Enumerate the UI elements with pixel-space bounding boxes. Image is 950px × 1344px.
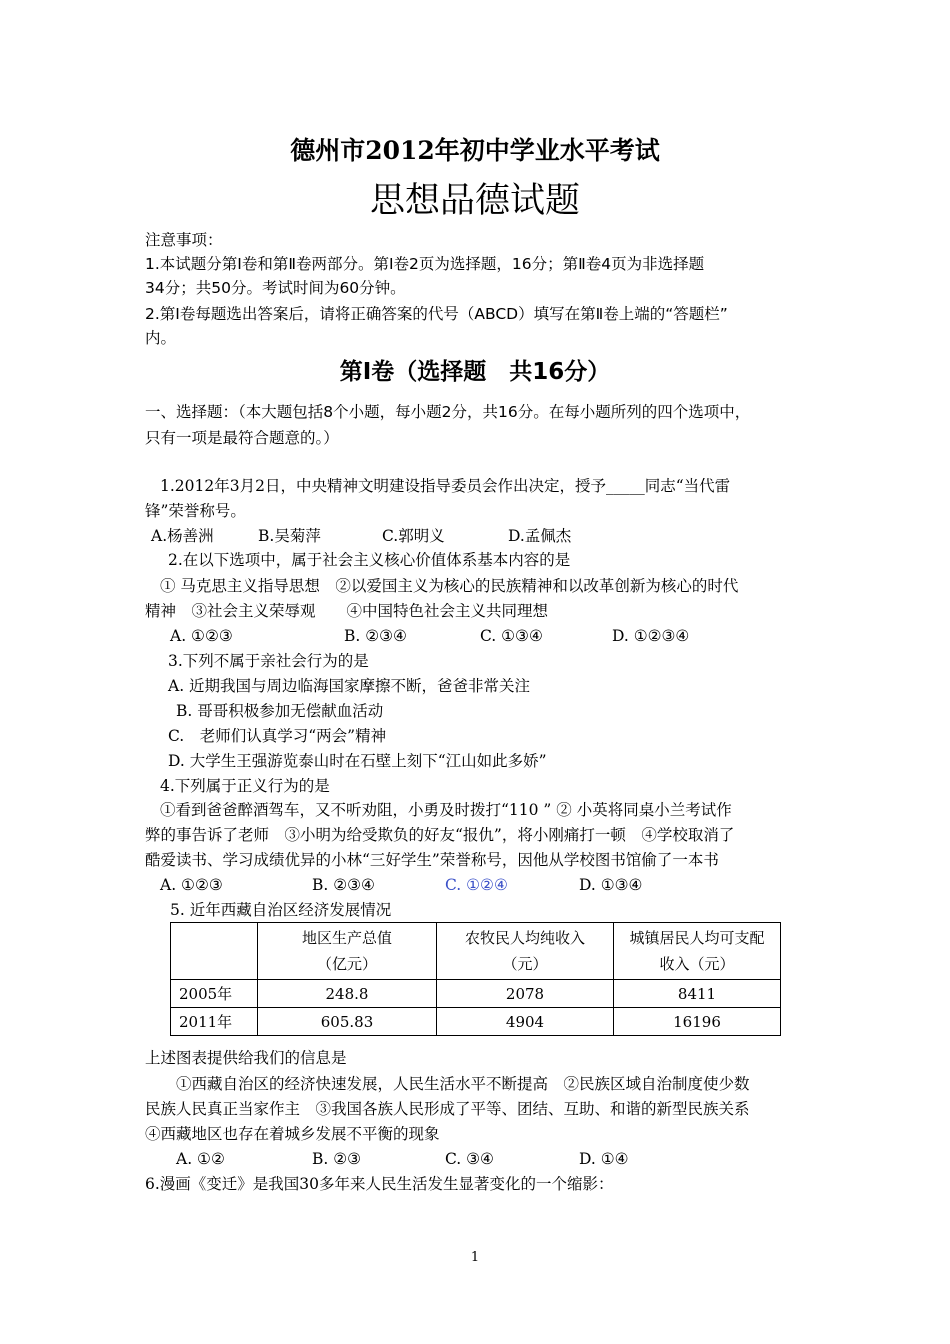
q1-option-b: B.吴菊萍: [258, 527, 321, 545]
q4-line-1: ①看到爸爸醉酒驾车，又不听劝阻，小勇及时拨打“110 ” ② 小英将同桌小兰考试作: [160, 801, 732, 819]
q3-option-d: D. 大学生王强游览泰山时在石壁上刻下“江山如此多娇”: [168, 752, 547, 770]
table-header-cell: [258, 923, 437, 980]
q5-option-c: C. ③④: [445, 1150, 494, 1168]
table-row: [171, 1008, 781, 1036]
q5-stem: 5. 近年西藏自治区经济发展情况: [170, 901, 392, 919]
q5-lead: 上述图表提供给我们的信息是: [145, 1049, 347, 1067]
notice-line-1: 1.本试题分第Ⅰ卷和第Ⅱ卷两部分。第Ⅰ卷2页为选择题，16分；第Ⅱ卷4页为非选择题: [145, 255, 705, 273]
q4-line-2: 弊的事告诉了老师 ③小明为给受欺负的好友“报仇”，将小刚痛打一顿 ④学校取消了: [145, 826, 735, 844]
q3-option-b: B. 哥哥积极参加无偿献血活动: [176, 702, 384, 720]
table-cell: 248.8: [258, 980, 437, 1008]
table-header-cell: [437, 923, 614, 980]
q4-option-b: B. ②③④: [312, 876, 375, 894]
table-cell: 2005年: [171, 980, 258, 1008]
table-cell: 8411: [614, 980, 781, 1008]
q2-option-b: B. ②③④: [344, 627, 407, 645]
q3-option-c: C. 老师们认真学习“两会”精神: [168, 727, 387, 745]
header-gdp-unit: （亿元）: [316, 955, 377, 973]
header-gdp: 地区生产总值: [301, 929, 392, 947]
q5-option-b: B. ②③: [312, 1150, 362, 1168]
q5-option-a: A. ①②: [176, 1150, 225, 1168]
subject-title: 思想品德试题: [369, 181, 580, 221]
table-header-cell: [614, 923, 781, 980]
header-urban-income: 城镇居民人均可支配: [629, 929, 765, 947]
q1-option-c: C.郭明义: [382, 527, 445, 545]
q4-option-a: A. ①②③: [160, 876, 223, 894]
header-urban-income-unit: 收入（元）: [659, 955, 735, 973]
table-cell: 2078: [437, 980, 614, 1008]
header-rural-income-unit: （元）: [502, 955, 548, 973]
table-cell: 2011年: [171, 1008, 258, 1036]
table-header-cell: [171, 923, 258, 980]
q2-item-1: ① 马克思主义指导思想 ②以爱国主义为核心的民族精神和以改革创新为核心的时代: [160, 577, 739, 595]
q2-option-c: C. ①③④: [480, 627, 543, 645]
q4-stem: 4.下列属于正义行为的是: [160, 777, 330, 795]
q2-option-a: A. ①②③: [170, 627, 233, 645]
table-header-row: [171, 923, 781, 980]
q5-option-d: D. ①④: [579, 1150, 629, 1168]
q6-stem: 6.漫画《变迁》是我国30多年来人民生活发生显著变化的一个缩影：: [145, 1175, 614, 1193]
q5-line-2: 民族人民真正当家作主 ③我国各族人民形成了平等、团结、互助、和谐的新型民族关系: [145, 1100, 750, 1118]
q2-option-d: D. ①②③④: [612, 627, 690, 645]
table-cell: 4904: [437, 1008, 614, 1036]
notice-line-4: 内。: [145, 329, 177, 347]
q1-stem-1: 1.2012年3月2日，中央精神文明建设指导委员会作出决定，授予_____同志“当代雷: [160, 477, 731, 495]
q3-option-a: A. 近期我国与周边临海国家摩擦不断，爸爸非常关注: [168, 677, 531, 695]
q5-line-1: ①西藏自治区的经济快速发展，人民生活水平不断提高 ②民族区域自治制度使少数: [176, 1075, 750, 1093]
q2-item-2: 精神 ③社会主义荣辱观 ④中国特色社会主义共同理想: [145, 602, 549, 620]
q3-stem: 3.下列不属于亲社会行为的是: [168, 652, 369, 670]
notice-line-2: 34分；共50分。考试时间为60分钟。: [145, 279, 406, 297]
q1-option-a: A.杨善洲: [151, 527, 214, 545]
q1-option-d: D.孟佩杰: [508, 527, 572, 545]
q4-line-3: 酷爱读书、学习成绩优异的小林“三好学生”荣誉称号，因他从学校图书馆偷了一本书: [145, 851, 719, 869]
q4-option-c: C. ①②④: [445, 876, 508, 894]
page-number: 1: [470, 1250, 480, 1265]
notice-heading: 注意事项：: [145, 231, 223, 249]
q1-stem-2: 锋”荣誉称号。: [145, 502, 246, 520]
notice-line-3: 2.第Ⅰ卷每题选出答案后，请将正确答案的代号（ABCD）填写在第Ⅱ卷上端的“答题栏”: [145, 305, 728, 323]
table-row: [171, 980, 781, 1008]
q4-option-d: D. ①③④: [579, 876, 643, 894]
exam-title: 德州市2012年初中学业水平考试: [290, 136, 660, 165]
section-instruction-2: 只有一项是最符合题意的。）: [145, 429, 339, 447]
table-cell: 605.83: [258, 1008, 437, 1036]
q2-stem: 2.在以下选项中，属于社会主义核心价值体系基本内容的是: [168, 551, 571, 569]
tibet-economy-table: [170, 922, 781, 1036]
section-title: 第Ⅰ卷（选择题 共16分）: [339, 359, 611, 385]
table-cell: 16196: [614, 1008, 781, 1036]
section-instruction-1: 一、选择题：（本大题包括8个小题，每小题2分，共16分。在每小题所列的四个选项中，: [145, 403, 751, 421]
q5-line-3: ④西藏地区也存在着城乡发展不平衡的现象: [145, 1125, 440, 1143]
header-rural-income: 农牧民人均纯收入: [464, 929, 585, 947]
